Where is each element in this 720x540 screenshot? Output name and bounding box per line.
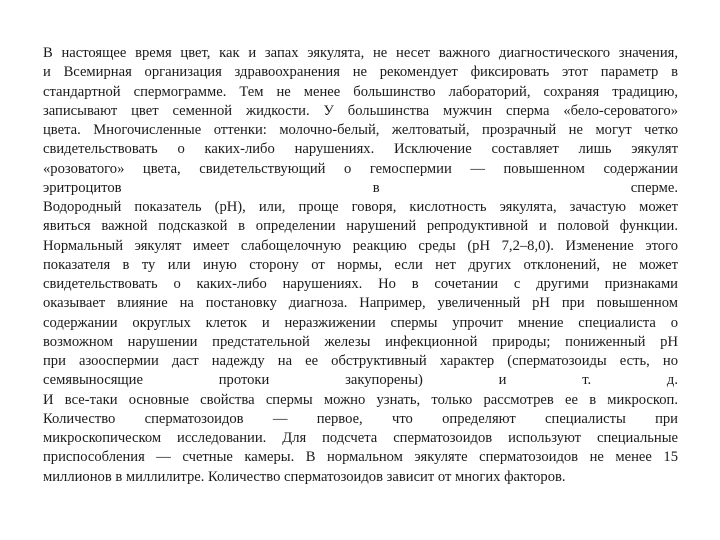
text-line: возможном нарушении предстательной железы инфекционной природы; пониженный pH [43, 333, 678, 350]
text-line: эритроцитов в сперме. [43, 179, 678, 196]
text-line: цвета. Многочисленные оттенки: молочно-белый, желтоватый, прозрачный не могут четко [43, 122, 678, 138]
text-line: микроскопическом исследовании. Для подсчета сперматозоидов используют специальные [43, 430, 678, 446]
text-line: «розоватого» цвета, свидетельствующий о гемоспермии — повышенном содержании [43, 160, 678, 177]
text-line: оказывает влияние на постановку диагноза. Например, увеличенный pH при повышенном [43, 295, 678, 312]
text-line: при азооспермии даст надежду на ее обструктивный характер (сперматозоиды есть, но [43, 353, 678, 369]
text-line: свидетельствовать о каких-либо нарушениях. Но в сочетании с другими признаками [43, 276, 678, 292]
text-line: стандартной спермограмме. Тем не менее большинство лабораторий, сохраняя традицию, [43, 83, 678, 100]
text-line: Количество сперматозоидов — первое, что определяют специалисты при [43, 410, 678, 427]
text-line: миллионов в миллилитре. Количество сперматозоидов зависит от многих факторов. [43, 468, 566, 485]
body-text [43, 44, 678, 487]
text-line: семявыносящие протоки закупорены) и т. д. [43, 372, 678, 389]
text-line: содержании округлых клеток и неразжижении спермы упрочит мнение специалиста о [43, 314, 678, 331]
text-line: И все-таки основные свойства спермы можно узнать, только рассмотрев ее в микроскоп. [43, 391, 678, 408]
text-line: Нормальный эякулят имеет слабощелочную реакцию среды (pH 7,2–8,0). Изменение этого [43, 237, 678, 254]
text-line: показателя в ту или иную сторону от нормы, если нет других отклонений, не может [43, 256, 678, 273]
text-line: и Всемирная организация здравоохранения не рекомендует фиксировать этот параметр в [43, 64, 678, 81]
text-line: записывают цвет семенной жидкости. У большинства мужчин сперма «бело-сероватого» [43, 102, 678, 119]
text-line: приспособления — счетные камеры. В нормальном эякуляте сперматозоидов не менее 15 [43, 449, 678, 466]
text-line: свидетельствовать о каких-либо нарушениях. Исключение составляет лишь эякулят [43, 141, 678, 158]
text-line: В настоящее время цвет, как и запах эякулята, не несет важного диагностического значения, [43, 45, 678, 61]
text-line: Водородный показатель (pH), или, проще говоря, кислотность эякулята, зачастую может [43, 199, 678, 215]
text-line: явиться важной подсказкой в определении нарушений репродуктивной и половой функции. [43, 218, 678, 235]
